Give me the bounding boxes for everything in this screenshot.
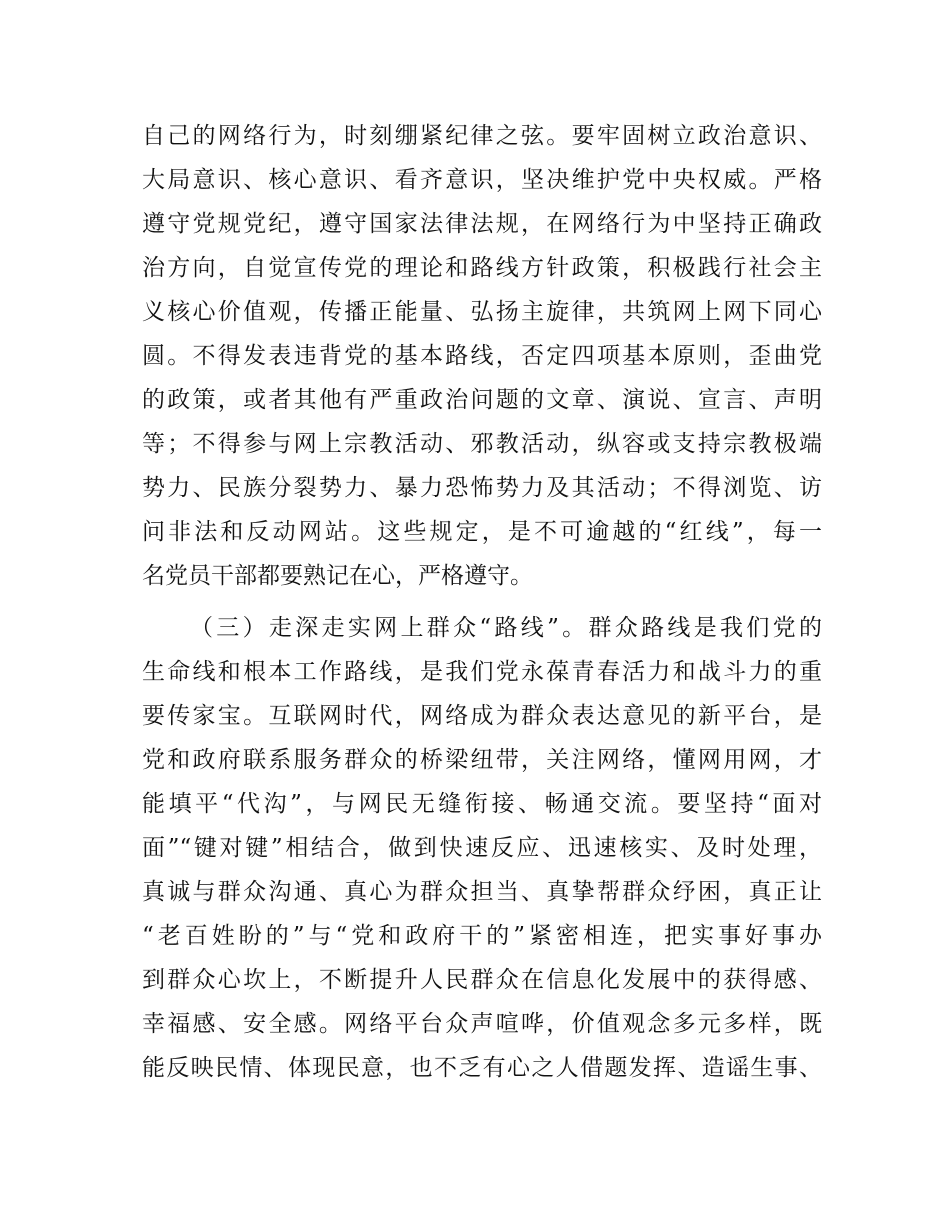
text-line: 自己的网络行为，时刻绷紧纪律之弦。要牢固树立政治意识、 [142, 123, 822, 149]
text-line: 治方向，自觉宣传党的理论和路线方针政策，积极践行社会主 [142, 255, 822, 281]
text-line: 的政策，或者其他有严重政治问题的文章、演说、宣言、声明 [142, 387, 822, 413]
text-line: 生命线和根本工作路线，是我们党永葆青春活力和战斗力的重 [142, 659, 822, 685]
section-heading-line: （三）走深走实网上群众“路线”。群众路线是我们党的 [190, 615, 822, 641]
text-line: 要传家宝。互联网时代，网络成为群众表达意见的新平台，是 [142, 703, 822, 729]
text-line: 名党员干部都要熟记在心，严格遵守。 [142, 563, 533, 589]
text-line: 大局意识、核心意识、看齐意识，坚决维护党中央权威。严格 [142, 167, 822, 193]
text-line: 等；不得参与网上宗教活动、邪教活动，纵容或支持宗教极端 [142, 431, 822, 457]
text-line: 义核心价值观，传播正能量、弘扬主旋律，共筑网上网下同心 [142, 299, 822, 325]
text-line: 面”“键对键”相结合，做到快速反应、迅速核实、及时处理， [142, 835, 822, 861]
text-line: 能填平“代沟”，与网民无缝衔接、畅通交流。要坚持“面对 [142, 791, 822, 817]
text-line: 势力、民族分裂势力、暴力恐怖势力及其活动；不得浏览、访 [142, 475, 822, 501]
text-line: 党和政府联系服务群众的桥梁纽带，关注网络，懂网用网，才 [142, 747, 822, 773]
text-line: 圆。不得发表违背党的基本路线，否定四项基本原则，歪曲党 [142, 343, 822, 369]
text-line: 幸福感、安全感。网络平台众声喧哗，价值观念多元多样，既 [142, 1011, 822, 1037]
text-line: 真诚与群众沟通、真心为群众担当、真挚帮群众纾困，真正让 [142, 879, 822, 905]
text-line: 能反映民情、体现民意，也不乏有心之人借题发挥、造谣生事、 [142, 1055, 822, 1081]
text-line: 遵守党规党纪，遵守国家法律法规，在网络行为中坚持正确政 [142, 211, 822, 237]
text-line: “老百姓盼的”与“党和政府干的”紧密相连，把实事好事办 [142, 923, 822, 949]
text-line: 到群众心坎上，不断提升人民群众在信息化发展中的获得感、 [142, 967, 822, 993]
text-line: 问非法和反动网站。这些规定，是不可逾越的“红线”，每一 [142, 519, 822, 545]
